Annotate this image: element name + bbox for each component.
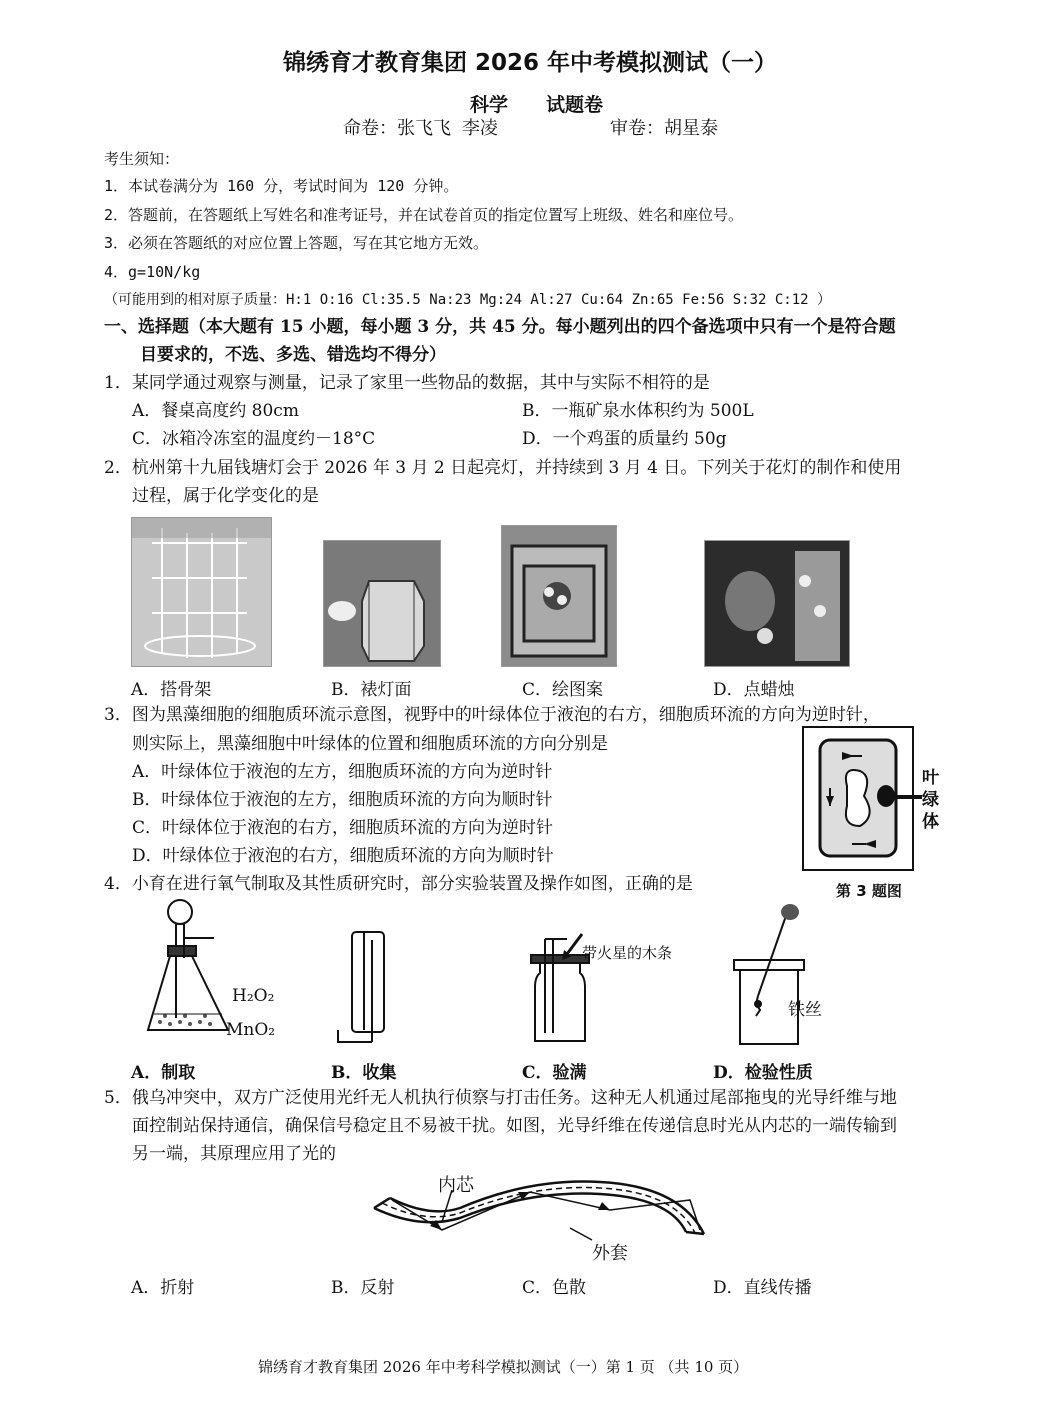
sheath-label: 外套: [592, 1243, 628, 1264]
h2o2-label: H₂O₂: [232, 986, 275, 1006]
q2-stem-cont: 过程，属于化学变化的是: [132, 486, 319, 506]
q4-option-c[interactable]: C．验满: [522, 1063, 587, 1083]
paper-label: 试题卷: [546, 94, 604, 116]
q5-stem-cont2: 另一端，其原理应用了光的: [132, 1144, 336, 1164]
q5-stem-cont: 面控制站保持通信，确保信号稳定且不易被干扰。如图，光导纤维在传递信息时光从内芯的一端传输到: [132, 1116, 897, 1136]
q5-option-d[interactable]: D．直线传播: [713, 1278, 812, 1298]
q2-option-b[interactable]: B．裱灯面: [331, 680, 412, 700]
splint-label: 带火星的木条: [582, 944, 673, 962]
section-heading-cont: 目要求的，不选、多选、错选均不得分）: [140, 345, 446, 365]
q1-stem: 1．某同学通过观察与测量，记录了家里一些物品的数据，其中与实际不相符的是: [104, 373, 710, 393]
q5-option-b[interactable]: B．反射: [331, 1278, 395, 1298]
q2-option-d[interactable]: D．点蜡烛: [713, 680, 795, 700]
reviewer-line: 审卷：胡星泰: [610, 118, 718, 139]
notice-heading: 考生须知：: [104, 150, 180, 168]
q3-figure-caption: 第 3 题图: [836, 882, 902, 900]
q5-stem: 5．俄乌冲突中，双方广泛使用光纤无人机执行侦察与打击任务。这种无人机通过尾部拖曳的光导纤维与地: [104, 1088, 897, 1108]
splint-pointer: [560, 932, 584, 962]
section-heading: 一、选择题（本大题有 15 小题，每小题 3 分，共 45 分。每小题列出的四个备选项中只有一个是符合题: [104, 317, 896, 337]
chloroplast-label: 叶绿体: [922, 768, 939, 832]
notice-item: 1．本试卷满分为 160 分，考试时间为 120 分钟。: [104, 177, 459, 195]
q2-option-a[interactable]: A．搭骨架: [131, 680, 212, 700]
notice-item: 2．答题前，在答题纸上写姓名和准考证号，并在试卷首页的指定位置写上班级、姓名和座位号。: [104, 206, 744, 224]
page-footer: 锦绣育才教育集团 2026 年中考科学模拟测试（一）第 1 页 （共 10 页）: [258, 1358, 749, 1376]
subject-label: 科学: [470, 94, 509, 116]
q3-option-d[interactable]: D．叶绿体位于液泡的右方，细胞质环流的方向为顺时针: [132, 846, 554, 866]
atomic-masses: （可能用到的相对原子质量：H:1 O:16 Cl:35.5 Na:23 Mg:24 Al:27 Cu:64 Zn:65 Fe:56 S:32 C:12 ）: [104, 292, 832, 308]
exam-title: 锦绣育才教育集团 2026 年中考模拟测试（一）: [283, 50, 778, 76]
photo-lighting-candles: [704, 540, 850, 667]
photo-mounting-cover: [323, 540, 441, 667]
q4-apparatus-d: [728, 900, 808, 1046]
q5-option-a[interactable]: A．折射: [131, 1278, 195, 1298]
core-label: 内芯: [438, 1175, 474, 1196]
q4-apparatus-b: [330, 930, 390, 1045]
q1-option-a[interactable]: A．餐桌高度约 80cm: [132, 401, 299, 421]
chloroplast-pointer: [886, 795, 922, 799]
notice-item: 4．g=10N/kg: [104, 263, 201, 281]
q2-option-c[interactable]: C．绘图案: [522, 680, 604, 700]
q3-option-c[interactable]: C．叶绿体位于液泡的右方，细胞质环流的方向为逆时针: [132, 818, 554, 838]
q3-stem: 3．图为黑藻细胞的细胞质环流示意图，视野中的叶绿体位于液泡的右方，细胞质环流的方向为逆时针，: [104, 705, 880, 725]
q4-option-b[interactable]: B．收集: [331, 1063, 397, 1083]
q3-stem-cont: 则实际上，黑藻细胞中叶绿体的位置和细胞质环流的方向分别是: [132, 734, 608, 754]
q2-stem: 2．杭州第十九届钱塘灯会于 2026 年 3 月 2 日起亮灯，并持续到 3 月 4 日。下列关于花灯的制作和使用: [104, 458, 902, 478]
q4-stem: 4．小育在进行氧气制取及其性质研究时，部分实验装置及操作如图，正确的是: [104, 874, 693, 894]
mno2-label: MnO₂: [226, 1020, 276, 1040]
q5-optical-fiber-figure: [370, 1170, 722, 1262]
q4-option-d[interactable]: D．检验性质: [713, 1063, 813, 1083]
notice-item: 3．必须在答题纸的对应位置上答题，写在其它地方无效。: [104, 234, 489, 252]
wire-label: 铁丝: [788, 1000, 822, 1020]
q1-option-b[interactable]: B．一瓶矿泉水体积约为 500L: [522, 401, 754, 421]
q1-option-c[interactable]: C．冰箱冷冻室的温度约－18°C: [132, 429, 376, 449]
q4-option-a[interactable]: A．制取: [131, 1063, 196, 1083]
q3-option-a[interactable]: A．叶绿体位于液泡的左方，细胞质环流的方向为逆时针: [132, 762, 553, 782]
q1-option-d[interactable]: D．一个鸡蛋的质量约 50g: [522, 429, 727, 449]
q3-option-b[interactable]: B．叶绿体位于液泡的左方，细胞质环流的方向为顺时针: [132, 790, 553, 810]
q5-option-c[interactable]: C．色散: [522, 1278, 587, 1298]
authors-line: 命卷：张飞飞 李凌: [343, 118, 498, 139]
photo-painting-pattern: [501, 525, 617, 667]
photo-frame-building: [131, 517, 272, 667]
